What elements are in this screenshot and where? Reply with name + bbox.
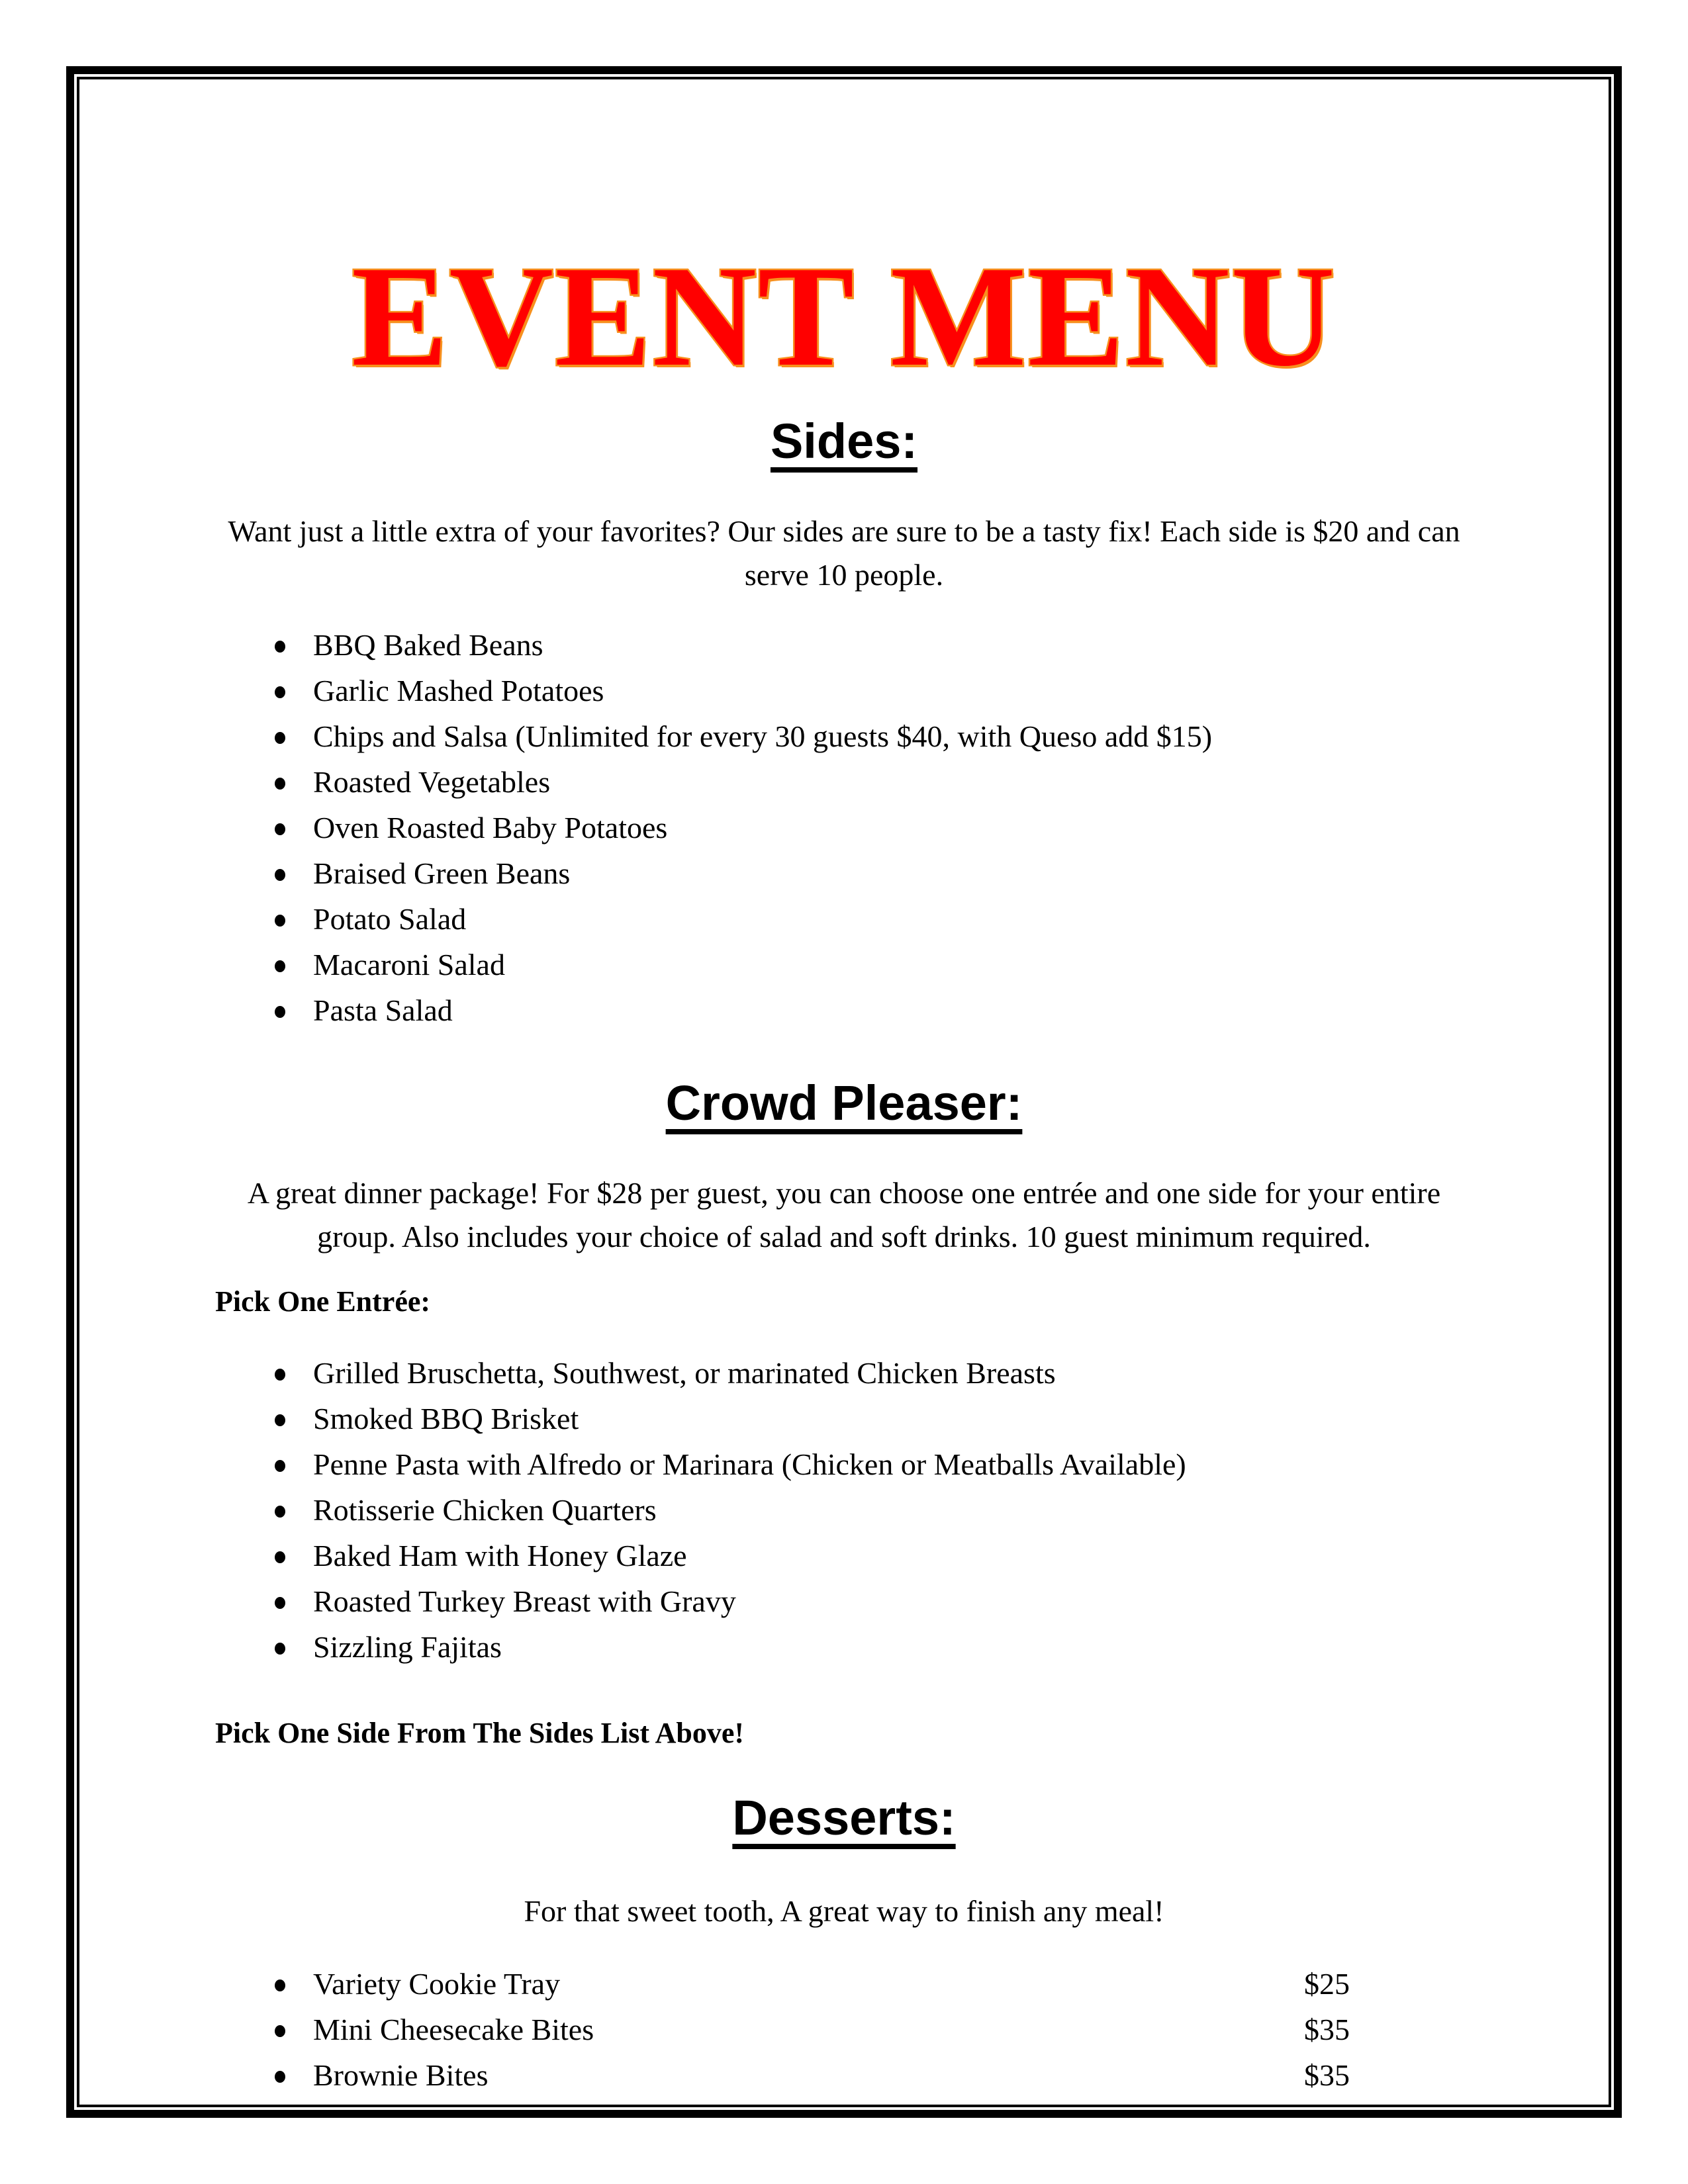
side-item-label: Braised Green Beans xyxy=(313,856,571,890)
side-item-label: Pasta Salad xyxy=(313,993,453,1027)
dessert-item-label: Mini Cheesecake Bites xyxy=(313,2013,594,2046)
bullet-icon xyxy=(275,732,285,744)
bullet-icon xyxy=(275,641,285,653)
sides-heading-text: Sides: xyxy=(770,414,918,469)
dessert-item-price: $35 xyxy=(1304,2013,1350,2046)
desserts-heading-text: Desserts: xyxy=(732,1790,956,1845)
bullet-icon xyxy=(275,823,285,835)
entree-item-label: Penne Pasta with Alfredo or Marinara (Chicken or Meatballs Available) xyxy=(313,1447,1186,1481)
side-item-label: Garlic Mashed Potatoes xyxy=(313,674,604,707)
bullet-icon xyxy=(275,869,285,881)
bullet-icon xyxy=(275,686,285,698)
bullet-icon xyxy=(275,778,285,790)
dessert-item-price: $35 xyxy=(1304,2058,1350,2092)
bullet-icon xyxy=(275,915,285,927)
side-item-label: Potato Salad xyxy=(313,902,467,936)
crowd-pleaser-heading-text: Crowd Pleaser: xyxy=(665,1075,1023,1130)
bullet-icon xyxy=(275,2025,285,2037)
page-title: EVENT MENU xyxy=(352,237,1336,396)
bullet-icon xyxy=(275,1643,285,1655)
bullet-icon xyxy=(275,960,285,972)
sides-heading xyxy=(0,414,1688,469)
pick-entree-label: Pick One Entrée: xyxy=(215,1285,431,1318)
entree-item-label: Grilled Bruschetta, Southwest, or marinated Chicken Breasts xyxy=(313,1356,1056,1390)
dessert-item-label: Variety Cookie Tray xyxy=(313,1967,561,2001)
sides-description: Want just a little extra of your favorites? Our sides are sure to be a tasty fix! Each side is $20 and can serve 10 people. xyxy=(228,514,1460,592)
desserts-heading xyxy=(0,1790,1688,1845)
bullet-icon xyxy=(275,1551,285,1563)
bullet-icon xyxy=(275,1460,285,1472)
bullet-icon xyxy=(275,1414,285,1426)
dessert-item-price: $25 xyxy=(1304,1967,1350,2001)
bullet-icon xyxy=(275,1369,285,1381)
crowd-pleaser-heading xyxy=(0,1075,1688,1130)
side-item-label: BBQ Baked Beans xyxy=(313,628,543,662)
bullet-icon xyxy=(275,2071,285,2083)
bullet-icon xyxy=(275,1506,285,1518)
bullet-icon xyxy=(275,1597,285,1609)
side-item-label: Roasted Vegetables xyxy=(313,765,551,799)
entree-item-label: Smoked BBQ Brisket xyxy=(313,1402,579,1435)
entree-item-label: Baked Ham with Honey Glaze xyxy=(313,1539,687,1572)
dessert-item-label: Brownie Bites xyxy=(313,2058,489,2092)
side-item-label: Chips and Salsa (Unlimited for every 30 guests $40, with Queso add $15) xyxy=(313,719,1213,753)
bullet-icon xyxy=(275,1979,285,1991)
side-item-label: Macaroni Salad xyxy=(313,948,505,981)
crowd-pleaser-description: A great dinner package! For $28 per guest, you can choose one entrée and one side for your entire group. Also includes your choice of salad and soft drinks. 10 guest minimum required. xyxy=(247,1176,1441,1253)
bullet-icon xyxy=(275,1006,285,1018)
entree-item-label: Rotisserie Chicken Quarters xyxy=(313,1493,657,1527)
desserts-description: For that sweet tooth, A great way to finish any meal! xyxy=(524,1894,1164,1928)
entree-item-label: Sizzling Fajitas xyxy=(313,1630,502,1664)
pick-side-note: Pick One Side From The Sides List Above! xyxy=(215,1717,745,1749)
side-item-label: Oven Roasted Baby Potatoes xyxy=(313,811,668,844)
entree-item-label: Roasted Turkey Breast with Gravy xyxy=(313,1584,736,1618)
